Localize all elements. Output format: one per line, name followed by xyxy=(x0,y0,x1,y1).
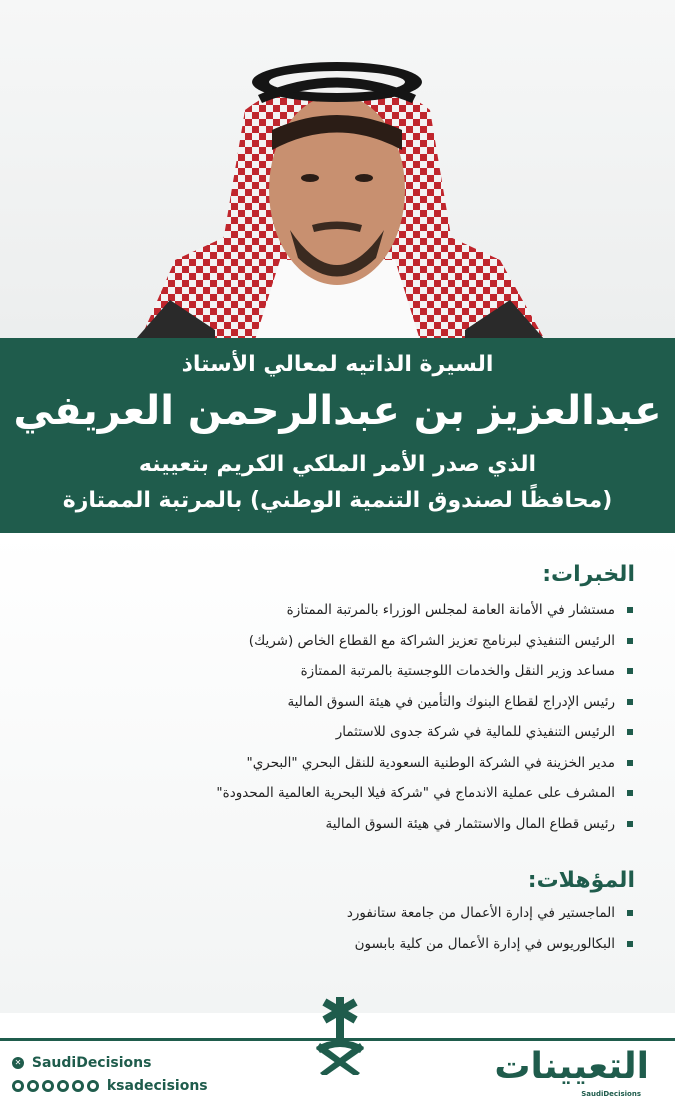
list-item xyxy=(60,626,635,657)
bullet-icon xyxy=(627,821,633,827)
list-item-text: رئيس قطاع المال والاستثمار في هيئة السوق المالية xyxy=(325,815,615,832)
snapchat-icon: ● xyxy=(12,1080,24,1092)
facebook-icon: ● xyxy=(87,1080,99,1092)
bullet-icon xyxy=(627,699,633,705)
qualifications-list xyxy=(60,898,635,959)
tiktok-icon: ● xyxy=(42,1080,54,1092)
list-item-text: الرئيس التنفيذي للمالية في شركة جدوى للاستثمار xyxy=(335,724,615,740)
list-item xyxy=(60,595,635,626)
bullet-icon xyxy=(627,729,633,735)
bullet-icon xyxy=(627,760,633,766)
emblem-icon xyxy=(310,995,370,1075)
list-item-text: الرئيس التنفيذي لبرنامج تعزيز الشراكة مع القطاع الخاص (شريك) xyxy=(248,632,615,649)
experience-list xyxy=(60,595,635,839)
qualifications-title: المؤهلات: xyxy=(527,868,635,893)
bullet-icon xyxy=(627,638,633,644)
bullet-icon xyxy=(627,910,633,916)
list-item-text: المشرف على عملية الاندماج في "شركة فيلا البحرية العالمية المحدودة" xyxy=(216,785,615,801)
list-item xyxy=(60,898,635,929)
bullet-icon xyxy=(627,790,633,796)
linkedin-icon: ● xyxy=(72,1080,84,1092)
list-item xyxy=(60,687,635,718)
list-item-text: مدير الخزينة في الشركة الوطنية السعودية للنقل البحري "البحري" xyxy=(246,754,615,771)
experience-title: الخبرات: xyxy=(542,562,635,587)
youtube-icon: ● xyxy=(57,1080,69,1092)
list-item xyxy=(60,809,635,840)
list-item xyxy=(60,717,635,748)
portrait-image xyxy=(0,0,675,340)
instagram-icon: ● xyxy=(27,1080,39,1092)
bullet-icon xyxy=(627,668,633,674)
bullet-icon xyxy=(627,941,633,947)
bio-heading: السيرة الذاتيه لمعالي الأستاذ xyxy=(181,352,494,377)
social-handle-x[interactable]: ✕ SaudiDecisions xyxy=(12,1055,151,1071)
person-name: عبدالعزيز بن عبدالرحمن العريفي xyxy=(13,388,662,434)
appointment-line: الذي صدر الأمر الملكي الكريم بتعيينه xyxy=(138,452,537,477)
appointment-position: (محافظًا لصندوق التنمية الوطني) بالمرتبة الممتازة xyxy=(62,488,613,513)
brand-logo-text: التعيينات xyxy=(494,1046,649,1087)
brand-logo-sub: SaudiDecisions xyxy=(581,1090,641,1098)
list-item xyxy=(60,929,635,960)
list-item-text: مساعد وزير النقل والخدمات اللوجستية بالمرتبة الممتازة xyxy=(300,663,615,679)
list-item-text: مستشار في الأمانة العامة لمجلس الوزراء بالمرتبة الممتازة xyxy=(286,602,615,618)
list-item xyxy=(60,778,635,809)
social-handle-multi[interactable]: ● ● ● ● ● ● ksadecisions xyxy=(12,1078,208,1094)
title-banner xyxy=(0,338,675,533)
list-item-text: رئيس الإدراج لقطاع البنوك والتأمين في هيئة السوق المالية xyxy=(287,693,615,710)
list-item-text: البكالوريوس في إدارة الأعمال من كلية بابسون xyxy=(354,935,615,952)
x-icon: ✕ xyxy=(12,1057,24,1069)
list-item xyxy=(60,748,635,779)
list-item-text: الماجستير في إدارة الأعمال من جامعة ستانفورد xyxy=(346,905,615,921)
list-item xyxy=(60,656,635,687)
bullet-icon xyxy=(627,607,633,613)
